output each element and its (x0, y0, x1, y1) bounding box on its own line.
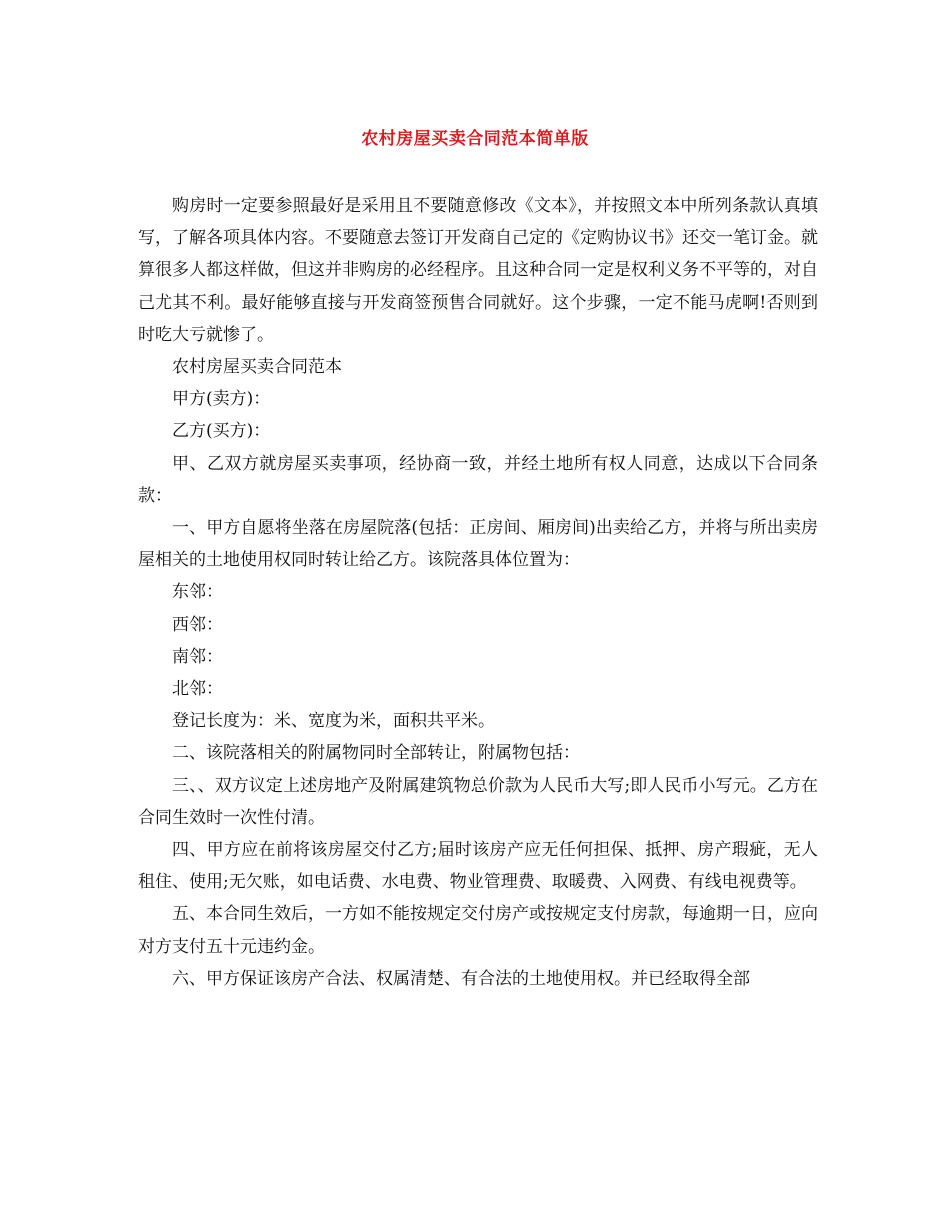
paragraph-west: 西邻： (172, 614, 223, 635)
paragraph-clause-6: 六、甲方保证该房产合法、权属清楚、有合法的土地使用权。并已经取得全部 (172, 968, 750, 989)
document-body (138, 190, 818, 995)
paragraph-agreement: 甲、乙双方就房屋买卖事项，经协商一致，并经土地所有权人同意，达成以下合同条款： (138, 453, 818, 506)
paragraph-clause-1: 一、甲方自愿将坐落在房屋院落(包括：正房间、厢房间)出卖给乙方，并将与所出卖房屋相关的土地使用权同时转让给乙方。该院落具体位置为： (138, 518, 818, 571)
paragraph-dimensions: 登记长度为：米、宽度为米，面积共平米。 (172, 711, 495, 732)
paragraph-north: 北邻： (172, 679, 223, 700)
paragraph-clause-5: 五、本合同生效后，一方如不能按规定交付房产或按规定支付房款，每逾期一日，应向对方支付五十元违约金。 (138, 904, 818, 957)
paragraph-clause-3: 三、、双方议定上述房地产及附属建筑物总价款为人民币大写;即人民币小写元。乙方在合同生效时一次性付清。 (138, 775, 818, 828)
paragraph-clause-4: 四、甲方应在前将该房屋交付乙方;届时该房产应无任何担保、抵押、房产瑕疵，无人租住、使用;无欠账，如电话费、水电费、物业管理费、取暖费、入网费、有线电视费等。 (138, 840, 818, 893)
paragraph-heading: 农村房屋买卖合同范本 (172, 357, 342, 378)
paragraph-east: 东邻： (172, 582, 223, 603)
paragraph-south: 南邻： (172, 646, 223, 667)
document-title: 农村房屋买卖合同范本简单版 (361, 129, 589, 149)
paragraph-clause-2: 二、该院落相关的附属物同时全部转让，附属物包括： (172, 743, 580, 764)
paragraph-party-a: 甲方(卖方)： (172, 389, 271, 410)
paragraph-party-b: 乙方(买方)： (172, 421, 271, 442)
paragraph-intro: 购房时一定要参照最好是采用且不要随意修改《文本》，并按照文本中所列条款认真填写，了解各项具体内容。不要随意去签订开发商自己定的《定购协议书》还交一笔订金。就算很多人都这样做，但这并非购房的必经程序。且这种合同一定是权利义务不平等的，对自己尤其不利。最好能够直接与开发商签预售合同就好。这个步骤，一定不能马虎啊!否则到时吃大亏就惨了。 (138, 196, 818, 345)
